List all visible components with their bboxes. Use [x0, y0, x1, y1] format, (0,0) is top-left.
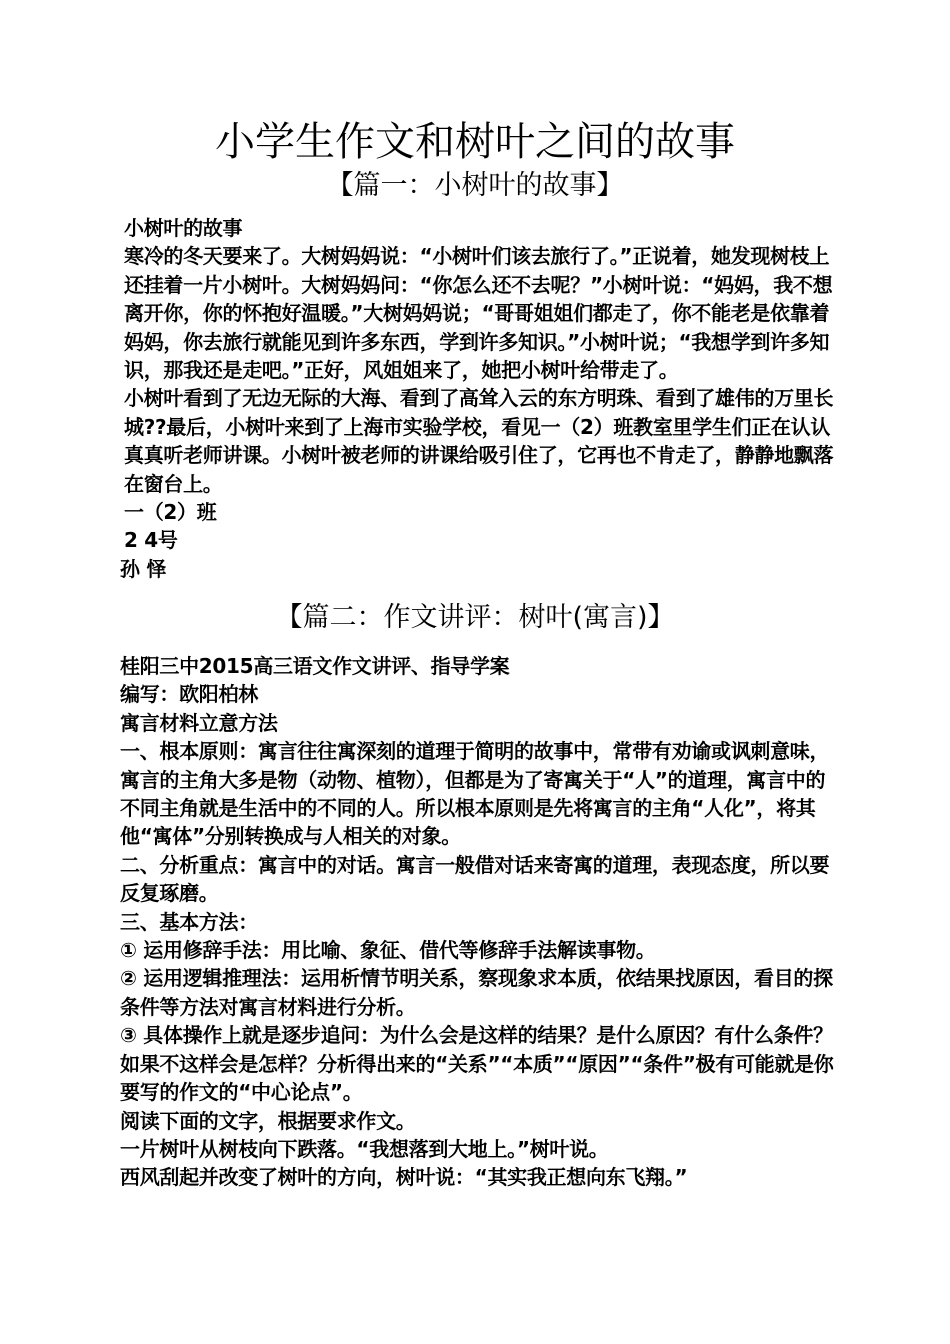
paragraph: 小树叶看到了无边无际的大海、看到了高耸入云的东方明珠、看到了雄伟的万里长城??最后，小树叶来到了上海市实验学校，看见一（2）班教室里学生们正在认认真真听老师讲课。小树叶被老师的讲课给吸引住了，它再也不肯走了，静静地飘落在窗台上。 [124, 386, 834, 496]
paragraph: 桂阳三中2015高三语文作文讲评、指导学案 [120, 654, 510, 678]
section1-heading: 【篇一：小树叶的故事】 [326, 170, 624, 201]
paragraph: 编写：欧阳柏林 [120, 682, 258, 707]
paragraph: 寓言材料立意方法 [120, 710, 278, 735]
paragraph: 西风刮起并改变了树叶的方向，树叶说：“其实我正想向东飞翔。” [120, 1165, 688, 1190]
paragraph: 一片树叶从树枝向下跌落。“我想落到大地上。”树叶说。 [120, 1136, 609, 1161]
paragraph: 寒冷的冬天要来了。大树妈妈说：“小树叶们该去旅行了。”正说着，她发现树枝上还挂着一片小树叶。大树妈妈问：“你怎么还不去呢？”小树叶说：“妈妈，我不想离开你，你的怀抱好温暖。”大树妈妈说；“哥哥姐姐们都走了，你不能老是依靠着妈妈，你去旅行就能见到许多东西，学到许多知识。”小树叶说；“我想学到许多知识，那我还是走吧。”正好，风姐姐来了，她把小树叶给带走了。 [124, 244, 833, 383]
paragraph: 一（2）班 [124, 500, 217, 525]
paragraph: ① 运用修辞手法：用比喻、象征、借代等修辞手法解读事物。 [120, 938, 656, 963]
paragraph: 一、根本原则：寓言往往寓深刻的道理于简明的故事中，常带有劝谕或讽刺意味，寓言的主角大多是物（动物、植物），但都是为了寄寓关于“人”的道理，寓言中的不同主角就是生活中的不同的人。所以根本原则是先将寓言的主角“人化”，将其他“寓体”分别转换成与人相关的对象。 [120, 739, 830, 849]
paragraph: 三、基本方法： [120, 909, 258, 934]
paragraph: 二、分析重点：寓言中的对话。寓言一般借对话来寄寓的道理，表现态度，所以要反复琢磨。 [120, 852, 830, 906]
paragraph: 小树叶的故事 [124, 216, 243, 240]
section2-body [116, 652, 844, 1192]
paragraph: 阅读下面的文字，根据要求作文。 [120, 1108, 416, 1133]
section1-body [116, 214, 844, 583]
section2-heading: 【篇二：作文讲评：树叶(寓言)】 [275, 602, 675, 633]
paragraph: 孙 怿 [120, 556, 167, 581]
paragraph: ② 运用逻辑推理法：运用析情节明关系，察现象求本质，依结果找原因，看目的探条件等方法对寓言材料进行分析。 [120, 966, 833, 1019]
paragraph: ③ 具体操作上就是逐步追问：为什么会是这样的结果？是什么原因？有什么条件？如果不这样会是怎样？分析得出来的“关系”“本质”“原因”“条件”极有可能就是你要写的作文的“中心论点”。 [120, 1023, 834, 1105]
paragraph: 2 4号 [124, 528, 178, 553]
document-title: 小学生作文和树叶之间的故事 [215, 119, 735, 165]
